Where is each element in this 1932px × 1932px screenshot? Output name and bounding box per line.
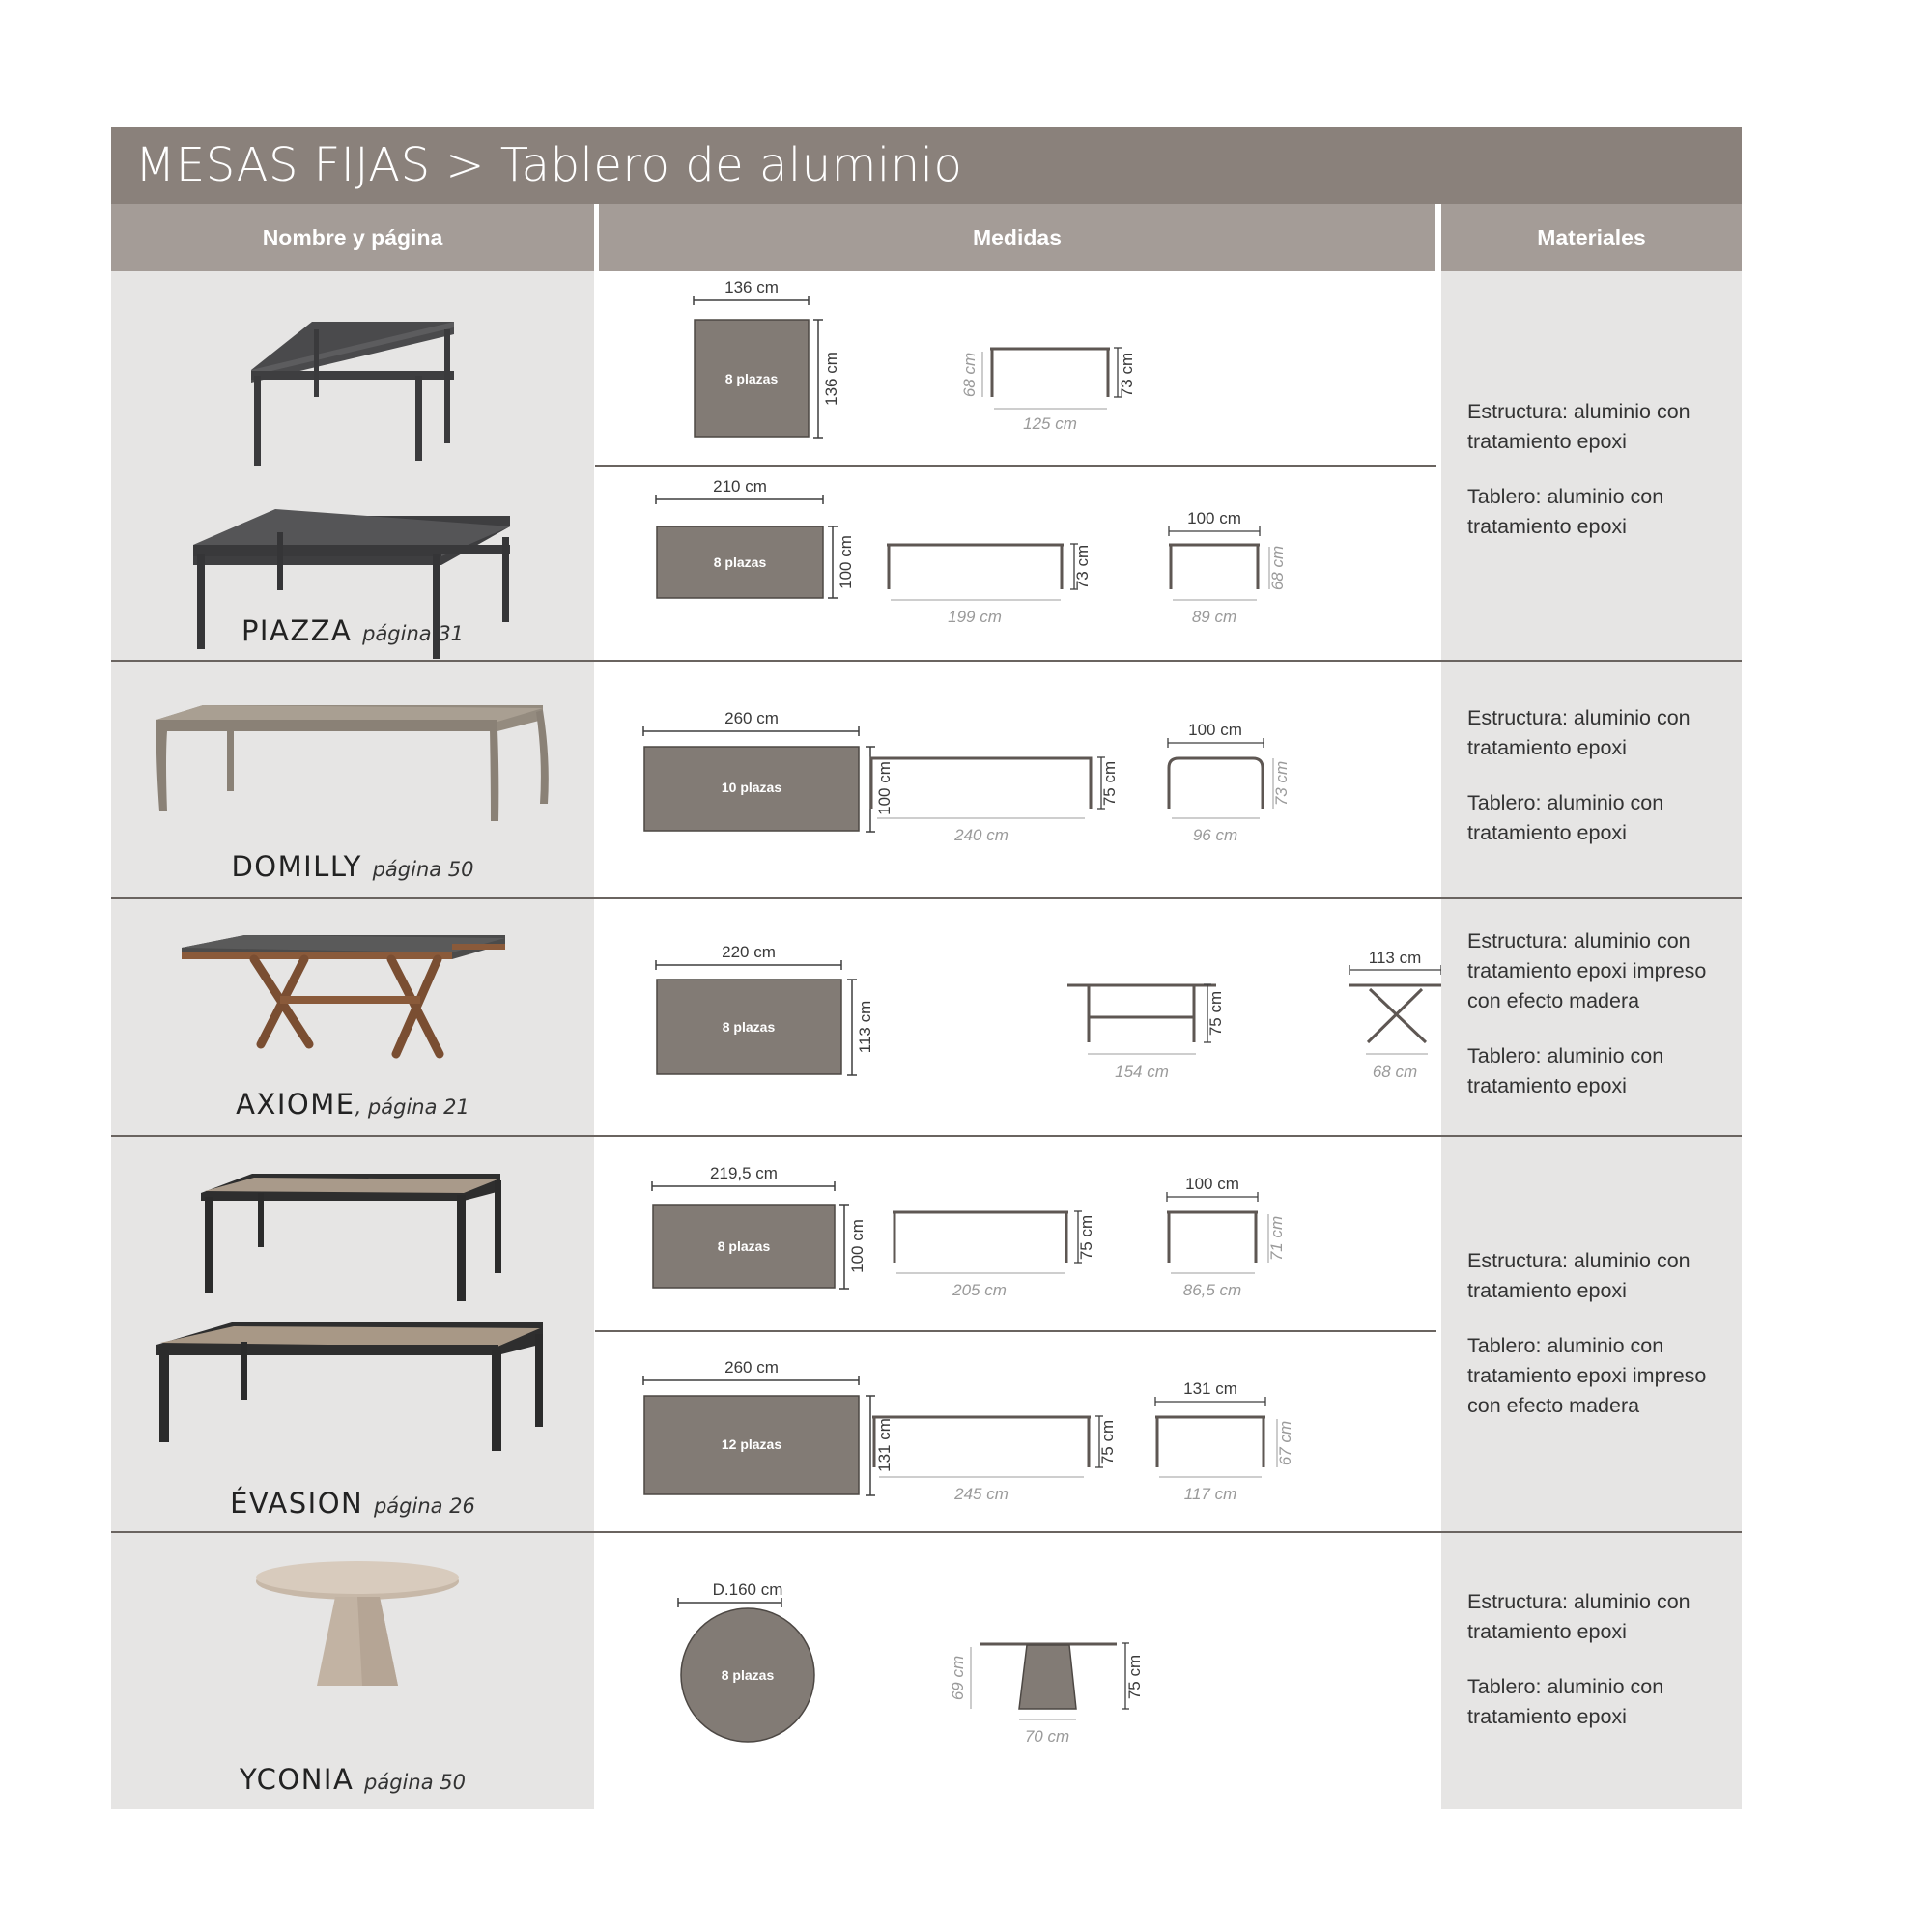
product-name: DOMILLY página 50 [231,850,474,883]
svg-text:100 cm: 100 cm [848,1219,867,1273]
name-cell [111,1137,594,1531]
svg-text:10 plazas: 10 plazas [721,780,782,795]
header-measures: Medidas [599,204,1435,271]
product-row-evasion [111,1137,1742,1531]
materials-cell [1441,899,1742,1135]
name-cell [111,899,594,1135]
svg-text:75 cm: 75 cm [1207,990,1225,1037]
variant-divider [595,1330,1436,1332]
product-row-piazza [111,271,1742,660]
svg-text:131 cm: 131 cm [1183,1379,1237,1398]
svg-text:219,5 cm: 219,5 cm [710,1164,778,1182]
svg-text:73 cm: 73 cm [1118,352,1136,398]
materials-text: Estructura: aluminio con tratamiento epoxi Tablero: aluminio con tratamiento epoxi [1467,706,1690,844]
materials-cell [1441,1137,1742,1531]
variant-divider [595,465,1436,467]
svg-text:136 cm: 136 cm [822,352,840,406]
svg-text:131 cm: 131 cm [875,1418,894,1472]
svg-text:125 cm: 125 cm [1023,414,1077,433]
header-name: Nombre y página [111,204,594,271]
product-row-domilly [111,662,1742,897]
product-row-yconia [111,1533,1742,1809]
svg-text:260 cm: 260 cm [724,1358,779,1377]
svg-text:75 cm: 75 cm [1125,1654,1144,1700]
svg-text:8 plazas: 8 plazas [722,1019,776,1035]
product-name: YCONIA página 50 [240,1763,466,1796]
svg-text:69 cm: 69 cm [949,1655,967,1701]
svg-text:260 cm: 260 cm [724,709,779,727]
svg-text:71 cm: 71 cm [1267,1215,1286,1262]
materials-text: Estructura: aluminio con tratamiento epoxi Tablero: aluminio con tratamiento epoxi impreso con efecto madera [1467,1249,1707,1417]
svg-text:73 cm: 73 cm [1272,760,1291,807]
name-cell [111,1533,594,1809]
svg-text:96 cm: 96 cm [1192,826,1238,844]
materials-cell [1441,662,1742,897]
measures-cell [595,662,1436,897]
svg-text:113 cm: 113 cm [856,1000,874,1054]
product-name: PIAZZA página 31 [241,614,465,647]
svg-text:8 plazas: 8 plazas [717,1238,771,1254]
svg-text:86,5 cm: 86,5 cm [1182,1281,1242,1299]
svg-text:D.160 cm: D.160 cm [712,1580,783,1599]
product-row-axiome [111,899,1742,1135]
svg-text:199 cm: 199 cm [948,608,1002,626]
product-name: ÉVASION página 26 [230,1487,475,1520]
svg-text:210 cm: 210 cm [713,477,767,496]
svg-text:100 cm: 100 cm [837,535,855,589]
svg-text:100 cm: 100 cm [1188,721,1242,739]
svg-text:68 cm: 68 cm [960,352,979,398]
svg-text:220 cm: 220 cm [722,943,776,961]
domilly-diagrams [595,662,1436,897]
materials-cell [1441,271,1742,660]
svg-text:8 plazas: 8 plazas [724,371,779,386]
measures-cell [595,1533,1436,1809]
header-materials: Materiales [1441,204,1742,271]
svg-text:73 cm: 73 cm [1073,544,1092,590]
axiome-diagrams [595,899,1436,1135]
svg-text:154 cm: 154 cm [1115,1063,1169,1081]
svg-text:240 cm: 240 cm [954,826,1009,844]
svg-text:75 cm: 75 cm [1098,1419,1117,1465]
piazza-photo [111,271,594,660]
materials-text: Estructura: aluminio con tratamiento epoxi Tablero: aluminio con tratamiento epoxi [1467,400,1690,538]
materials-text: Estructura: aluminio con tratamiento epoxi Tablero: aluminio con tratamiento epoxi [1467,1590,1690,1728]
svg-text:100 cm: 100 cm [1187,509,1241,527]
svg-text:100 cm: 100 cm [1185,1175,1239,1193]
svg-text:100 cm: 100 cm [875,761,894,815]
svg-text:117 cm: 117 cm [1183,1485,1237,1503]
name-cell [111,662,594,897]
svg-text:245 cm: 245 cm [954,1485,1009,1503]
spec-table [111,127,1742,1796]
svg-text:75 cm: 75 cm [1077,1214,1095,1261]
svg-text:68 cm: 68 cm [1268,545,1287,591]
svg-text:205 cm: 205 cm [952,1281,1007,1299]
measures-cell [595,899,1436,1135]
name-cell [111,271,594,660]
svg-text:70 cm: 70 cm [1024,1727,1070,1746]
svg-text:89 cm: 89 cm [1191,608,1237,626]
svg-text:136 cm: 136 cm [724,278,779,297]
measures-cell [595,1137,1436,1531]
svg-text:12 plazas: 12 plazas [721,1436,782,1452]
svg-text:113 cm: 113 cm [1368,949,1422,967]
svg-text:67 cm: 67 cm [1276,1420,1294,1466]
yconia-diagrams [595,1533,1436,1809]
svg-text:8 plazas: 8 plazas [721,1667,775,1683]
svg-text:68 cm: 68 cm [1372,1063,1418,1081]
materials-cell [1441,1533,1742,1809]
evasion-photo [111,1137,594,1531]
evasion-diagrams [595,1137,1436,1531]
page-title: MESAS FIJAS > Tablero de aluminio [111,127,1742,204]
materials-text: Estructura: aluminio con tratamiento epoxi impreso con efecto madera Tablero: aluminio con tratamiento epoxi [1467,929,1707,1097]
svg-text:75 cm: 75 cm [1100,760,1119,807]
svg-text:8 plazas: 8 plazas [713,554,767,570]
product-name: AXIOME, página 21 [236,1088,469,1121]
